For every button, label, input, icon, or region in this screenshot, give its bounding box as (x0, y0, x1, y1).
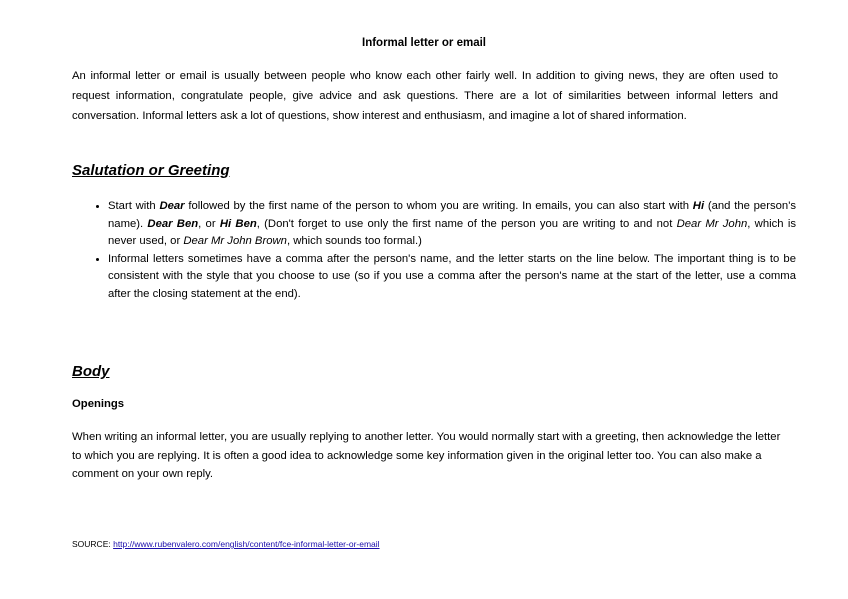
salutation-heading: Salutation or Greeting (72, 162, 230, 179)
openings-paragraph: When writing an informal letter, you are usually replying to another letter. You would normally start with a greeting, then acknowledge the letter to which you are replying. It is often a good idea to acknowledge some key information given in the original letter too. You can also make a comment on your own reply. (72, 431, 781, 480)
intro-paragraph: An informal letter or email is usually between people who know each other fairly well. In addition to giving news, they are often used to request information, congratulate people, give advice and ask questions. There are a lot of similarities between informal letters and conversation. Informal letters ask a lot of questions, show interest and enthusiasm, and imagine a lot of shared information. (72, 70, 778, 122)
bullet1-text-4: , or (198, 217, 220, 230)
list-item: • Informal letters sometimes have a comma after the person's name, and the letter starts on the line below. The important thing is to be consistent with the style that you choose to use (so if you use a comma after the person's name at the start of the letter, use a comma after the closing statement at the end). (108, 251, 796, 304)
bullet1-text-3: (and the person's name). (108, 200, 796, 230)
bullet1-text-2: followed by the first name of the person to whom you are writing. In emails, you can also start with (184, 200, 693, 212)
bullet1-dear-mr-john: Dear Mr John (676, 217, 748, 230)
bullet1-dear-ben: Dear Ben (147, 217, 199, 230)
body-heading: Body (72, 363, 110, 380)
bullet1-text-7: , which sounds too formal.) (286, 235, 422, 247)
source-link[interactable]: http://www.rubenvalero.com/english/content/fce-informal-letter-or-email (113, 539, 380, 549)
source-citation (72, 539, 380, 549)
bullet1-hi: Hi (692, 200, 705, 212)
page-title: Informal letter or email (362, 37, 486, 49)
bullet1-dear: Dear (159, 200, 185, 212)
bullet1-dear-mr-john-brown: Dear Mr John Brown (183, 235, 287, 247)
source-label: SOURCE: (72, 539, 114, 549)
bullet1-text-5: , (Don't forget to use only the first name of the person you are writing to and not (256, 217, 677, 230)
list-item (108, 198, 796, 251)
bullet1-hi-ben: Hi Ben (219, 217, 257, 230)
salutation-list (90, 198, 796, 303)
bullet1-text-6: , which is never used, or (108, 217, 796, 247)
openings-subheading: Openings (72, 398, 125, 410)
bullet1-text-1: Start with (108, 200, 160, 212)
